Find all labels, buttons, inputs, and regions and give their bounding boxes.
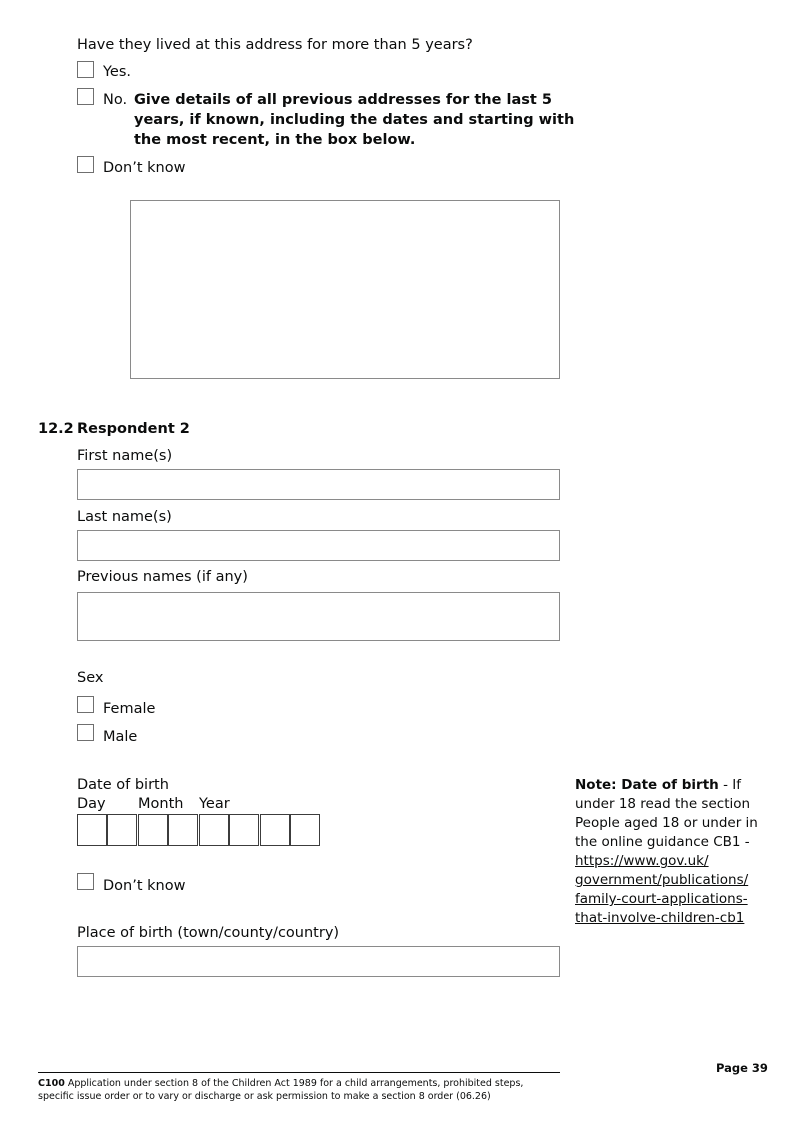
no-detail-line3: the most recent, in the box below. bbox=[134, 132, 416, 148]
form-code: C100 bbox=[38, 1078, 65, 1089]
footer-divider bbox=[38, 1072, 560, 1073]
female-label: Female bbox=[103, 701, 156, 717]
yes-checkbox[interactable] bbox=[77, 61, 94, 78]
dont-know-address-label: Don’t know bbox=[103, 160, 186, 176]
note-text: - If under 18 read the section People aged 18 or under in the online guidance CB1 - bbox=[575, 777, 758, 850]
dob-note bbox=[575, 776, 775, 928]
dob-day-digit-2[interactable] bbox=[107, 814, 137, 846]
dob-year-digit-4[interactable] bbox=[290, 814, 320, 846]
dob-dont-know-label: Don’t know bbox=[103, 878, 186, 894]
previous-names-field[interactable] bbox=[77, 592, 560, 641]
section-title: Respondent 2 bbox=[77, 421, 190, 437]
no-label: No. bbox=[103, 92, 128, 108]
dob-month-digit-1[interactable] bbox=[138, 814, 168, 846]
previous-names-label: Previous names (if any) bbox=[77, 569, 248, 585]
dob-month-label: Month bbox=[138, 796, 184, 812]
last-name-label: Last name(s) bbox=[77, 509, 172, 525]
dob-year-digit-3[interactable] bbox=[260, 814, 290, 846]
dob-label: Date of birth bbox=[77, 777, 169, 793]
last-name-field[interactable] bbox=[77, 530, 560, 561]
dob-year-digit-1[interactable] bbox=[199, 814, 229, 846]
footer-text bbox=[38, 1078, 558, 1103]
dob-month-digit-2[interactable] bbox=[168, 814, 198, 846]
footer-description: Application under section 8 of the Children Act 1989 for a child arrangements, prohibited steps, specific issue order or to vary or discharge or ask permission to make a section 8 order (06.26) bbox=[38, 1078, 524, 1102]
dob-year-digit-2[interactable] bbox=[229, 814, 259, 846]
dob-day-digit-1[interactable] bbox=[77, 814, 107, 846]
first-name-label: First name(s) bbox=[77, 448, 173, 464]
section-number: 12.2 bbox=[38, 421, 74, 437]
dob-year-label: Year bbox=[199, 796, 230, 812]
place-of-birth-field[interactable] bbox=[77, 946, 560, 977]
page-number: Page 39 bbox=[716, 1061, 768, 1075]
previous-addresses-textarea[interactable] bbox=[130, 200, 560, 379]
dob-day-label: Day bbox=[77, 796, 106, 812]
sex-label: Sex bbox=[77, 670, 104, 686]
first-name-field[interactable] bbox=[77, 469, 560, 500]
no-checkbox[interactable] bbox=[77, 88, 94, 105]
no-detail-line1: Give details of all previous addresses for the last 5 bbox=[134, 92, 552, 108]
address-question: Have they lived at this address for more than 5 years? bbox=[77, 37, 473, 53]
no-detail-line2: years, if known, including the dates and starting with bbox=[134, 112, 575, 128]
guidance-link[interactable]: https://www.gov.uk/ government/publications/ family-court-applications- that-involve-children-cb1 bbox=[575, 853, 749, 926]
dob-dont-know-checkbox[interactable] bbox=[77, 873, 94, 890]
note-title: Note: Date of birth bbox=[575, 777, 719, 793]
yes-label: Yes. bbox=[103, 64, 132, 80]
male-checkbox[interactable] bbox=[77, 724, 94, 741]
male-label: Male bbox=[103, 729, 138, 745]
female-checkbox[interactable] bbox=[77, 696, 94, 713]
dont-know-address-checkbox[interactable] bbox=[77, 156, 94, 173]
dob-input-group bbox=[77, 814, 321, 846]
place-of-birth-label: Place of birth (town/county/country) bbox=[77, 925, 340, 941]
